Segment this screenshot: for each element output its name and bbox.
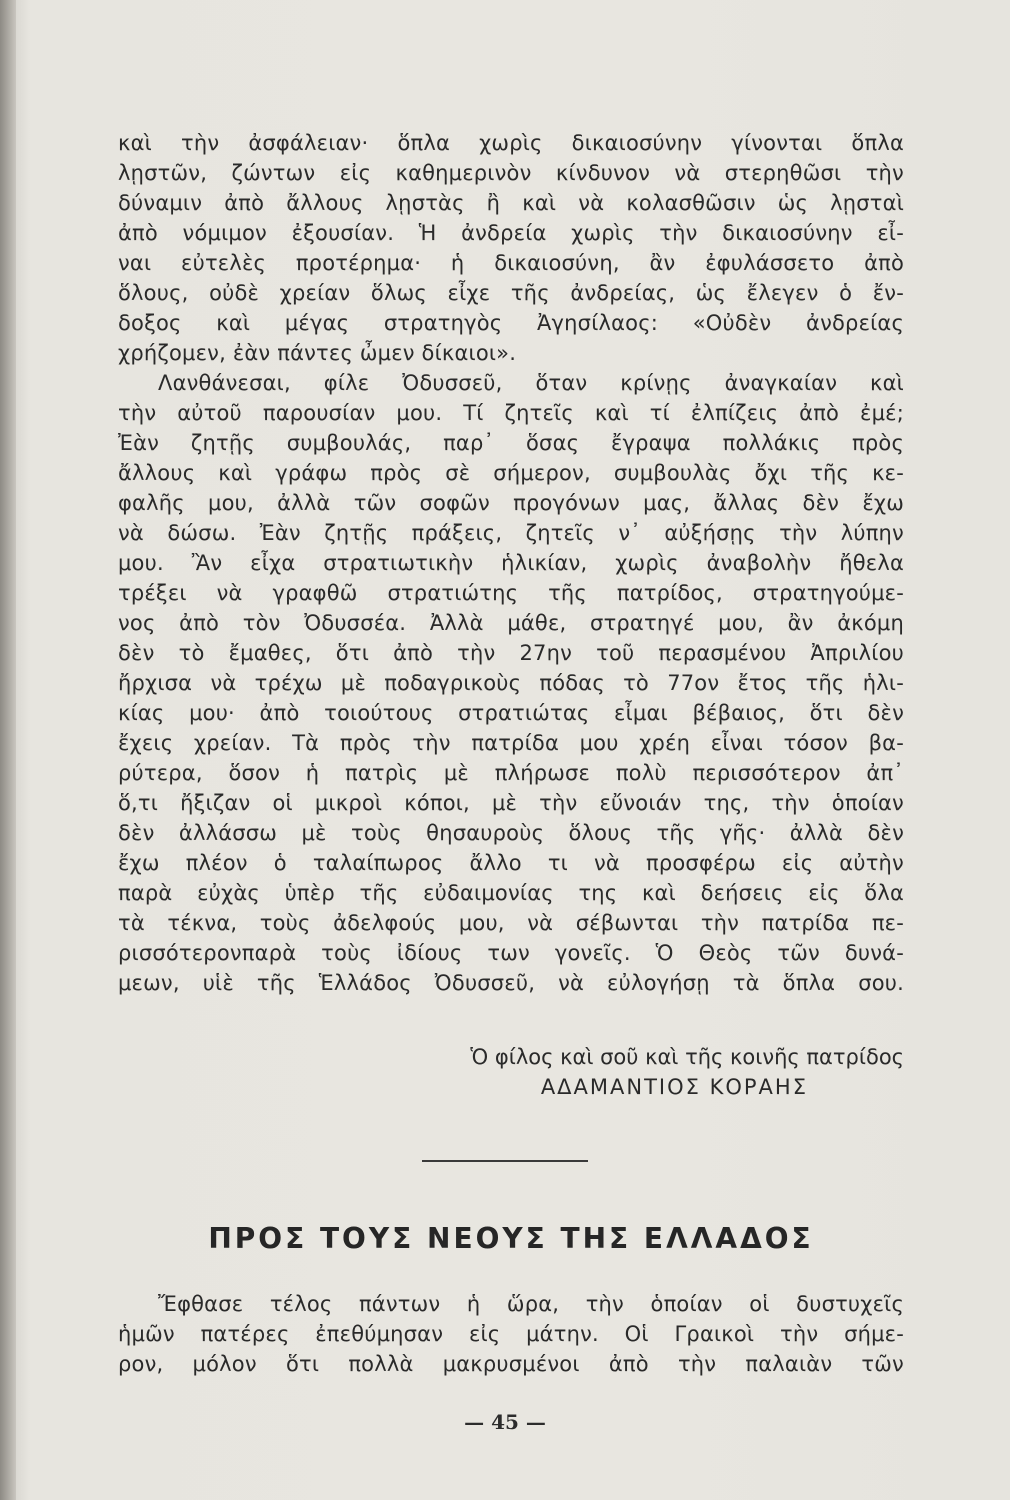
body-line: δὲν ἀλλάσσω μὲ τοὺς θησαυροὺς ὅλους τῆς γῆς· ἀλλὰ δὲν — [118, 821, 904, 845]
body-line: τὴν αὐτοῦ παρουσίαν μου. Τί ζητεῖς καὶ τί ἐλπίζεις ἀπὸ ἐμέ; — [118, 401, 904, 425]
body-line: Ἐὰν ζητῇς συμβουλάς, παρ᾿ ὅσας ἔγραψα πολλάκις πρὸς — [118, 431, 904, 455]
section-line: ἡμῶν πατέρες ἐπεθύμησαν εἰς μάτην. Οἱ Γραικοὶ τὴν σήμε- — [118, 1322, 904, 1346]
body-line: νὰ δώσω. Ἐὰν ζητῇς πράξεις, ζητεῖς ν᾿ αὐξήσῃς τὴν λύπην — [118, 521, 904, 545]
body-line: φαλῆς μου, ἀλλὰ τῶν σοφῶν προγόνων μας, ἄλλας δὲν ἔχω — [118, 491, 904, 515]
signature-name: ΑΔΑΜΑΝΤΙΟΣ ΚΟΡΑΗΣ — [540, 1075, 808, 1099]
body-line: ὅλους, οὐδὲ χρείαν ὅλως εἶχε τῆς ἀνδρείας, ὡς ἔλεγεν ὁ ἔν- — [118, 281, 904, 305]
body-line: ἀπὸ νόμιμον ἐξουσίαν. Ἡ ἀνδρεία χωρὶς τὴν δικαιοσύνην εἶ- — [118, 221, 904, 245]
body-line: ναι εὐτελὲς προτέρημα· ἡ δικαιοσύνη, ἂν ἐφυλάσσετο ἀπὸ — [118, 251, 904, 275]
letter-body — [118, 128, 904, 998]
body-line: λῃστῶν, ζώντων εἰς καθημερινὸν κίνδυνον νὰ στερηθῶσι τὴν — [118, 161, 904, 185]
body-line: τρέξει νὰ γραφθῶ στρατιώτης τῆς πατρίδος, στρατηγούμε- — [118, 581, 904, 605]
body-line-indented: Λανθάνεσαι, φίλε Ὀδυσσεῦ, ὅταν κρίνῃς ἀναγκαίαν καὶ — [158, 371, 904, 395]
binding-shadow — [0, 0, 16, 1500]
body-line: μεων, υἱὲ τῆς Ἑλλάδος Ὀδυσσεῦ, νὰ εὐλογήσῃ τὰ ὅπλα σου. — [118, 971, 904, 995]
section-divider — [422, 1160, 588, 1162]
body-line: ἤρχισα νὰ τρέχω μὲ ποδαγρικοὺς πόδας τὸ 77ον ἔτος τῆς ἡλι- — [118, 671, 904, 695]
body-line: ρισσότερονπαρὰ τοὺς ἰδίους των γονεῖς. Ὁ Θεὸς τῶν δυνά- — [118, 941, 904, 965]
body-line: παρὰ εὐχὰς ὑπὲρ τῆς εὐδαιμονίας της καὶ δεήσεις εἰς ὅλα — [118, 881, 904, 905]
section-line-indented: Ἔφθασε τέλος πάντων ἡ ὥρα, τὴν ὁποίαν οἱ δυστυχεῖς — [158, 1292, 904, 1316]
body-line: νος ἀπὸ τὸν Ὀδυσσέα. Ἀλλὰ μάθε, στρατηγέ μου, ἂν ἀκόμη — [118, 611, 904, 635]
body-line: ρύτερα, ὅσον ἡ πατρὶς μὲ πλήρωσε πολὺ περισσότερον ἀπ᾿ — [118, 761, 904, 785]
body-line: καὶ τὴν ἀσφάλειαν· ὅπλα χωρὶς δικαιοσύνην γίνονται ὅπλα — [118, 131, 904, 155]
page-number: — 45 — — [464, 1410, 546, 1434]
body-line: χρήζομεν, ἐὰν πάντες ὦμεν δίκαιοι». — [118, 341, 517, 365]
body-line: δοξος καὶ μέγας στρατηγὸς Ἀγησίλαος: «Οὐδὲν ἀνδρείας — [118, 311, 904, 335]
body-line: τὰ τέκνα, τοὺς ἀδελφούς μου, νὰ σέβωνται τὴν πατρίδα πε- — [118, 911, 904, 935]
section-body — [118, 1289, 904, 1379]
body-line: ἔχω πλέον ὁ ταλαίπωρος ἄλλο τι νὰ προσφέρω εἰς αὐτὴν — [118, 851, 904, 875]
body-line: κίας μου· ἀπὸ τοιούτους στρατιώτας εἶμαι βέβαιος, ὅτι δὲν — [118, 701, 904, 725]
body-line: δύναμιν ἀπὸ ἄλλους λῃστὰς ἢ καὶ νὰ κολασθῶσιν ὡς λῃσταὶ — [118, 191, 904, 215]
body-line: ὅ,τι ἤξιζαν οἱ μικροὶ κόποι, μὲ τὴν εὔνοιάν της, τὴν ὁποίαν — [118, 791, 904, 815]
signature-block — [118, 1042, 904, 1102]
body-line: ἔχεις χρείαν. Τὰ πρὸς τὴν πατρίδα μου χρέη εἶναι τόσον βα- — [118, 731, 904, 755]
body-line: δὲν τὸ ἔμαθες, ὅτι ἀπὸ τὴν 27ην τοῦ περασμένου Ἀπριλίου — [118, 641, 904, 665]
section-title: ΠΡΟΣ ΤΟΥΣ ΝΕΟΥΣ ΤΗΣ ΕΛΛΑΔΟΣ — [208, 1222, 814, 1255]
body-line: ἄλλους καὶ γράφω πρὸς σὲ σήμερον, συμβουλὰς ὄχι τῆς κε- — [118, 461, 904, 485]
signature-closing: Ὁ φίλος καὶ σοῦ καὶ τῆς κοινῆς πατρίδος — [470, 1045, 904, 1069]
body-line: μου. Ἂν εἶχα στρατιωτικὴν ἡλικίαν, χωρὶς ἀναβολὴν ἤθελα — [118, 551, 904, 575]
section-line: ρον, μόλον ὅτι πολλὰ μακρυσμένοι ἀπὸ τὴν παλαιὰν τῶν — [118, 1352, 904, 1376]
